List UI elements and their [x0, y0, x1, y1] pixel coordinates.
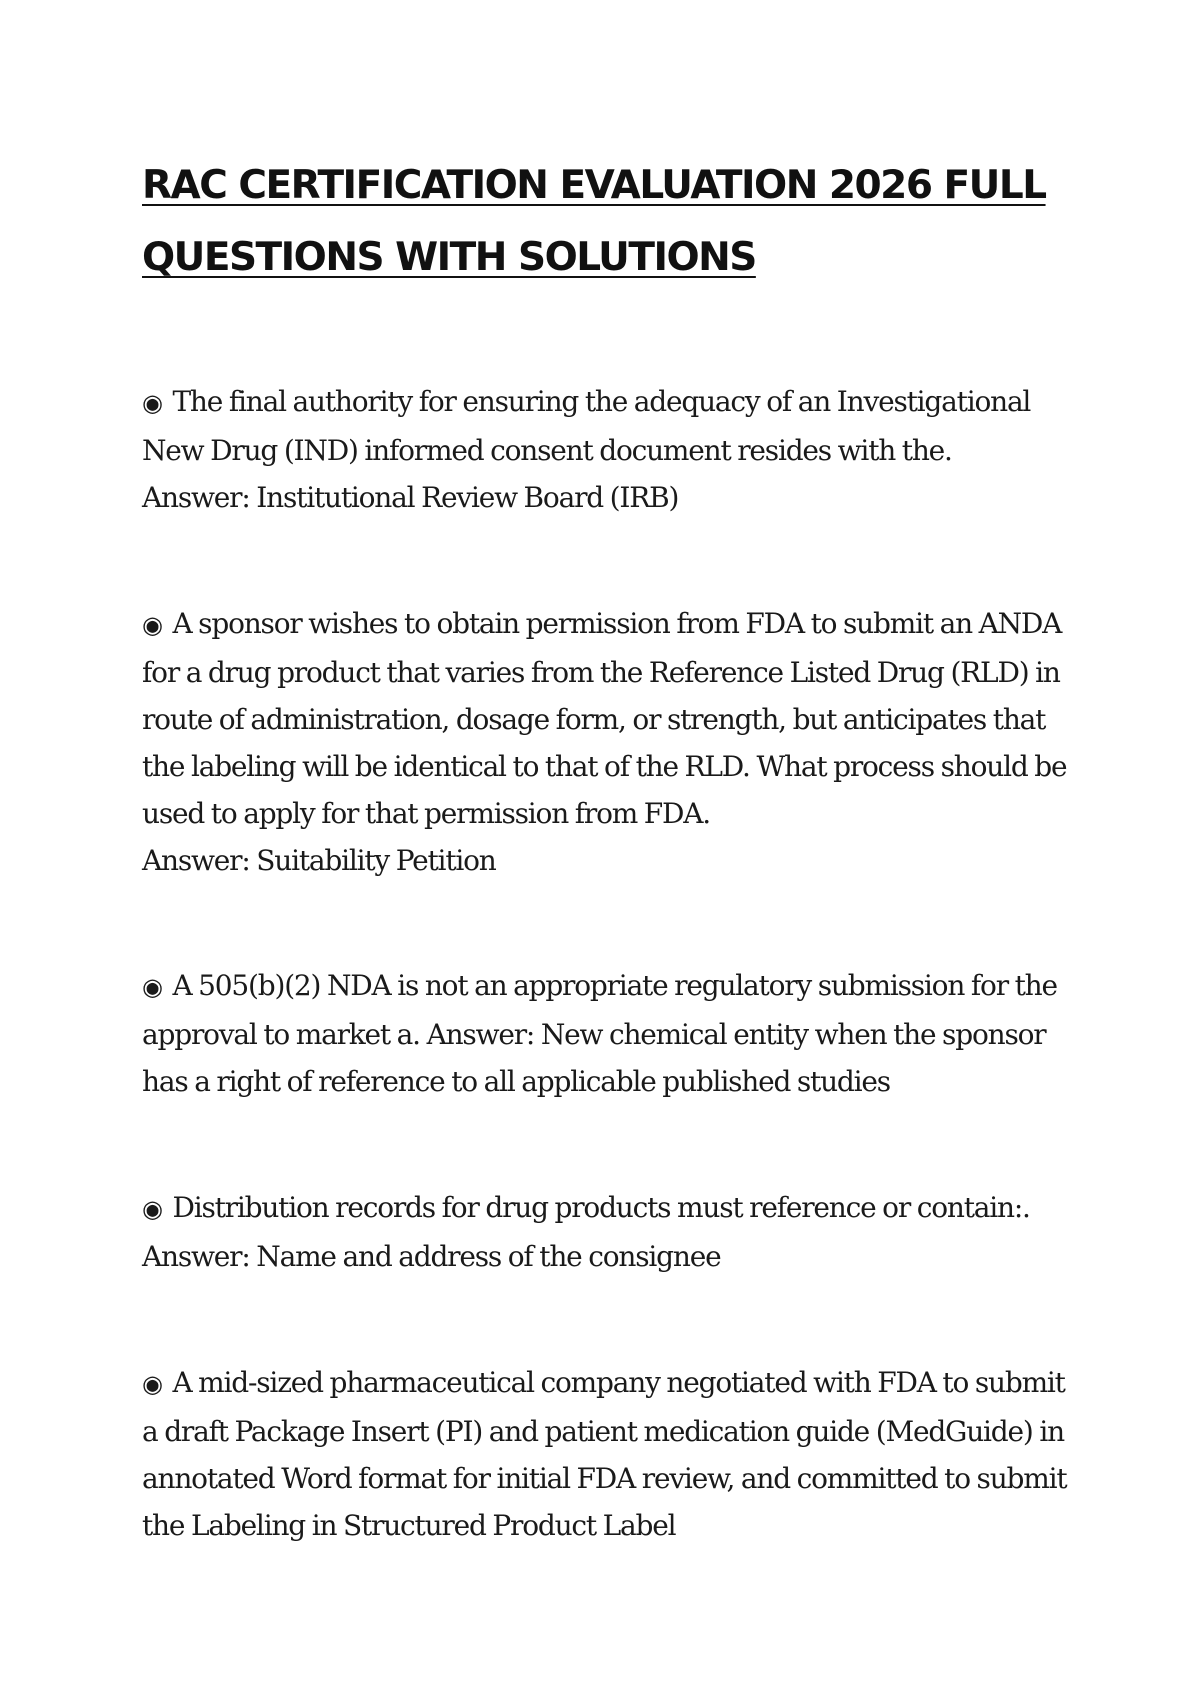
question-text: A sponsor wishes to obtain permission from FDA to submit an ANDA for a drug product that varies from the Reference Listed Drug (RLD) in route of administration, dosage form, or strength, but anticipates that the labeling will be identical to that of the RLD. What process should be used to apply for that permission from FDA.	[142, 607, 1067, 830]
question-text: A 505(b)(2) NDA is not an appropriate regulatory submission for the approval to market a.	[142, 969, 1057, 1051]
bullet-icon: ◉	[142, 1370, 162, 1398]
answer-text: Answer: Suitability Petition	[142, 844, 496, 877]
qa-item	[142, 600, 1082, 884]
question-text: A mid-sized pharmaceutical company negotiated with FDA to submit a draft Package Insert (PI) and patient medication guide (MedGuide) in annotated Word format for initial FDA review, and committed to submit the Labeling in Structured Product Label	[142, 1366, 1067, 1542]
question-text: Distribution records for drug products must reference or contain:.	[172, 1191, 1030, 1224]
page-title: RAC CERTIFICATION EVALUATION 2026 FULL QUESTIONS WITH SOLUTIONS	[142, 163, 1046, 280]
bullet-icon: ◉	[142, 973, 162, 1001]
bullet-icon: ◉	[142, 389, 162, 417]
qa-item	[142, 1184, 1082, 1280]
answer-text: Answer: New chemical entity when the sponsor has a right of reference to all applicable published studies	[142, 1018, 1046, 1098]
bullet-icon: ◉	[142, 611, 162, 639]
question-text: The final authority for ensuring the adequacy of an Investigational New Drug (IND) informed consent document resides with the.	[142, 385, 1031, 467]
qa-item	[142, 962, 1082, 1105]
bullet-icon: ◉	[142, 1195, 162, 1223]
qa-item	[142, 378, 1082, 521]
answer-text: Answer: Institutional Review Board (IRB)	[142, 481, 679, 514]
answer-text: Answer: Name and address of the consignee	[142, 1240, 721, 1273]
qa-item	[142, 1359, 1082, 1549]
